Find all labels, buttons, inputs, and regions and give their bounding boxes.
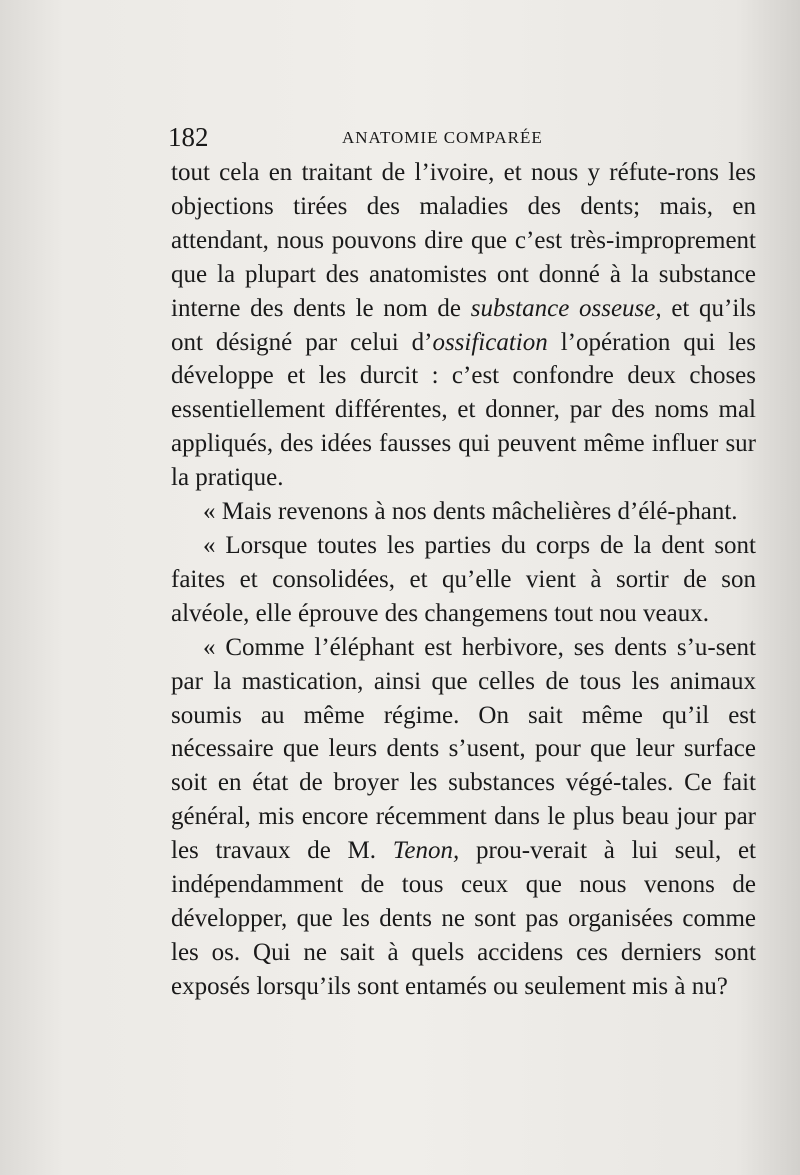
italic-term: ossification — [432, 328, 548, 356]
text-run: « Comme l’éléphant est herbivore, ses dents s’u-sent par la mastication, ainsi que celles de tous les animaux soumis au même régime. On sait même qu’il est nécessaire que leurs dents s’usent, pour que leur surface soit en état de broyer les substances végé-tales. Ce fait général, mis encore récemment dans le plus beau jour par les travaux de M. — [171, 633, 756, 865]
body-text — [171, 156, 756, 1004]
text-run: prou-verait à lui seul, et indépendamment de tous ceux que nous venons de développer, que les dents ne sont pas organisées comme les os. Qui ne sait à quels accidens ces derniers sont exposés lorsqu’ils sont entamés ou seulement mis à nu? — [171, 837, 756, 1000]
italic-name: Tenon, — [392, 837, 460, 865]
italic-term: substance osseuse, — [470, 294, 662, 322]
text-run: et qu’ils ont désigné par celui d’ — [171, 294, 756, 356]
paragraph — [171, 631, 756, 1004]
paragraph: « Mais revenons à nos dents mâchelières d’élé-phant. — [203, 498, 738, 526]
paragraph: « Lorsque toutes les parties du corps de la dent sont faites et consolidées, et qu’elle vient à sortir de son alvéole, elle éprouve des changemens tout nou veaux. — [171, 531, 756, 627]
text-run: l’opération qui les développe et les durcit : c’est confondre deux choses essentiellement différentes, et donner, par des noms mal appliqués, des idées fausses qui peuvent même influer sur la pratique. — [171, 328, 756, 492]
page-header — [168, 122, 748, 156]
page-number: 182 — [168, 122, 209, 152]
text-run: tout cela en traitant de l’ivoire, et nous y réfute-rons les objections tirées des maladies des dents; mais, en attendant, nous pouvons dire que c’est très-improprement que la plupart des anatomistes ont donné à la substance interne des dents le nom de — [171, 159, 756, 322]
running-title: ANATOMIE COMPARÉE — [342, 128, 543, 147]
paragraph — [171, 156, 756, 495]
